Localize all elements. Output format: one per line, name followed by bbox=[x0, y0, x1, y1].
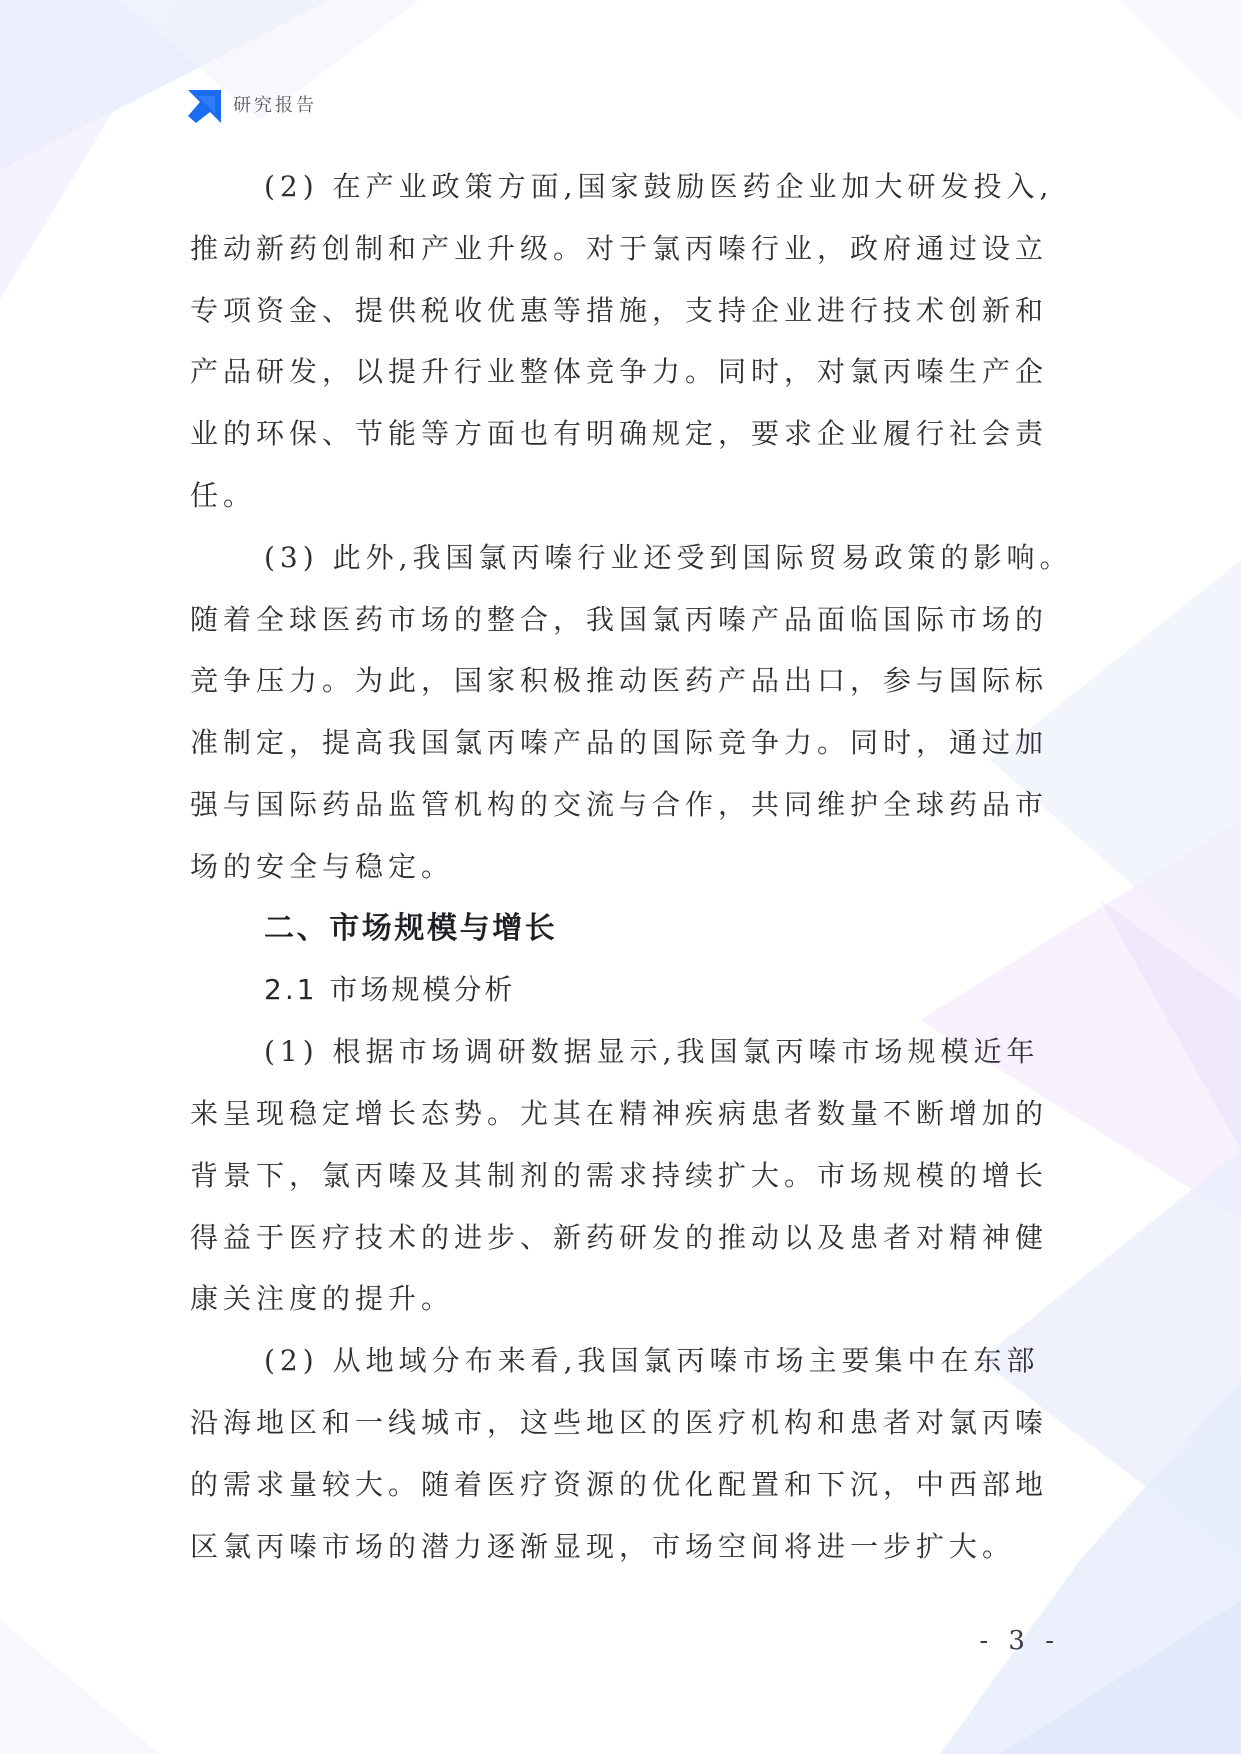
paragraph-line: (2) 从地域分布来看,我国氯丙嗪市场主要集中在东部 bbox=[264, 1344, 1040, 1378]
paragraph-line: 产品研发，以提升行业整体竞争力。同时，对氯丙嗪生产企 bbox=[190, 355, 1049, 389]
document-body bbox=[190, 156, 1072, 1577]
paragraph-line: (1) 根据市场调研数据显示,我国氯丙嗪市场规模近年 bbox=[264, 1035, 1040, 1069]
paragraph-line: 任。 bbox=[190, 478, 257, 512]
paragraph-line: 强与国际药品监管机构的交流与合作，共同维护全球药品市 bbox=[190, 787, 1049, 821]
arrow-up-right-icon bbox=[188, 90, 221, 123]
paragraph bbox=[190, 1330, 1072, 1577]
paragraph bbox=[190, 527, 1072, 898]
paragraph-line: 场的安全与稳定。 bbox=[190, 849, 455, 883]
paragraph-line: 来呈现稳定增长态势。尤其在精神疾病患者数量不断增加的 bbox=[190, 1096, 1049, 1130]
header-title: 研究报告 bbox=[233, 95, 317, 116]
paragraph bbox=[190, 1021, 1072, 1330]
paragraph-line: 业的环保、节能等方面也有明确规定，要求企业履行社会责 bbox=[190, 417, 1049, 451]
paragraph-line: 的需求量较大。随着医疗资源的优化配置和下沉，中西部地 bbox=[190, 1467, 1049, 1501]
paragraph-line: 康关注度的提升。 bbox=[190, 1282, 455, 1316]
paragraph-line: (2) 在产业政策方面,国家鼓励医药企业加大研发投入, bbox=[264, 170, 1054, 203]
paragraph-line: 沿海地区和一线城市，这些地区的医疗机构和患者对氯丙嗪 bbox=[190, 1405, 1049, 1439]
paragraph-line: 推动新药创制和产业升级。对于氯丙嗪行业，政府通过设立 bbox=[190, 231, 1049, 265]
paragraph-line: (3) 此外,我国氯丙嗪行业还受到国际贸易政策的影响。 bbox=[264, 540, 1073, 574]
paragraph-line: 得益于医疗技术的进步、新药研发的推动以及患者对精神健 bbox=[190, 1220, 1049, 1254]
paragraph-line: 竞争压力。为此，国家积极推动医药产品出口，参与国际标 bbox=[190, 664, 1049, 698]
paragraph-line: 随着全球医药市场的整合，我国氯丙嗪产品面临国际市场的 bbox=[190, 602, 1049, 636]
section-heading: 二、市场规模与增长 bbox=[264, 910, 558, 946]
paragraph-line: 区氯丙嗪市场的潜力逐渐显现，市场空间将进一步扩大。 bbox=[190, 1529, 1016, 1563]
paragraph-line: 背景下，氯丙嗪及其制剂的需求持续扩大。市场规模的增长 bbox=[190, 1158, 1049, 1192]
paragraph-line: 专项资金、提供税收优惠等措施，支持企业进行技术创新和 bbox=[190, 293, 1049, 327]
paragraph-line: 准制定，提高我国氯丙嗪产品的国际竞争力。同时，通过加 bbox=[190, 726, 1049, 760]
page-number: - 3 - bbox=[979, 1626, 1060, 1656]
subsection-heading: 2.1 市场规模分析 bbox=[264, 973, 516, 1007]
report-header bbox=[188, 89, 317, 123]
paragraph bbox=[190, 156, 1072, 527]
